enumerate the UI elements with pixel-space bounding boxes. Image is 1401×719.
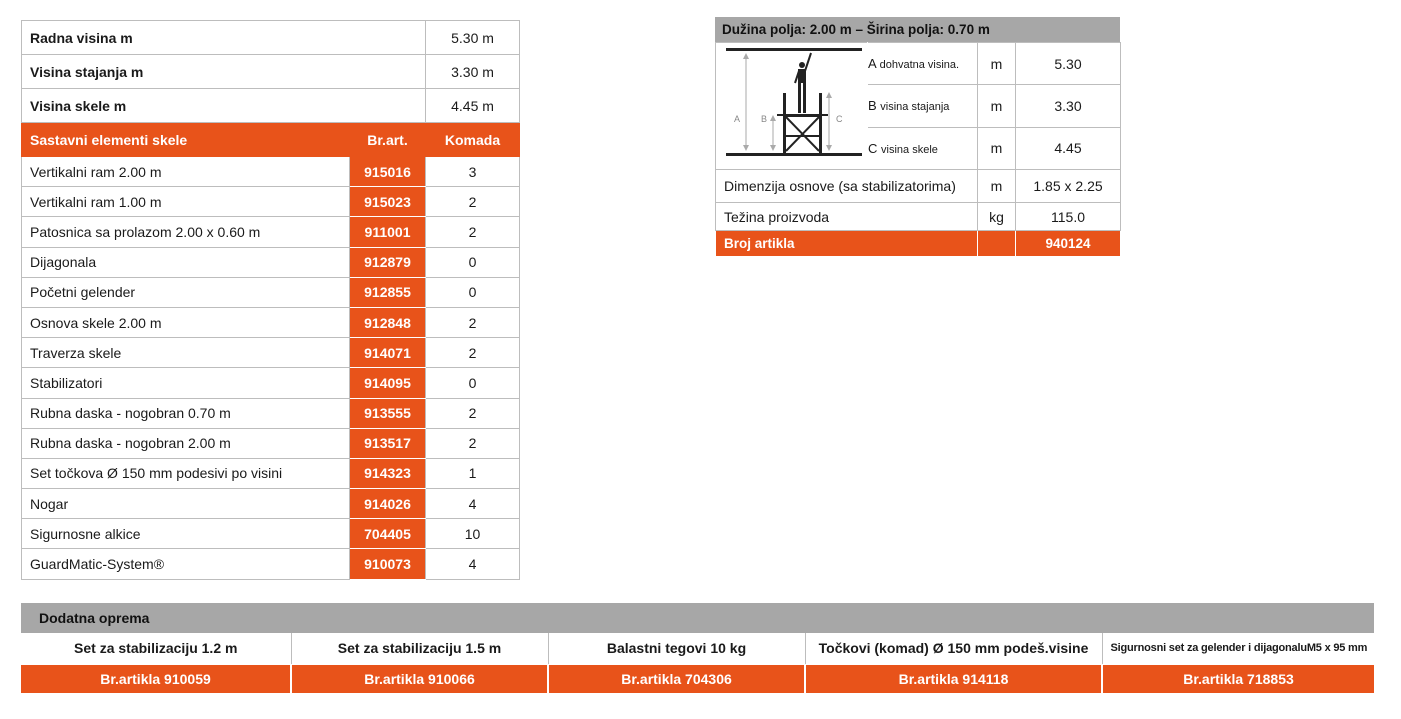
base-unit: m	[978, 170, 1016, 203]
component-row	[22, 307, 520, 337]
dim-unit: m	[978, 85, 1016, 127]
accessory-code: Br.artikla 914118	[805, 664, 1102, 693]
component-qty: 2	[426, 338, 520, 368]
header-code: Br.art.	[350, 123, 426, 157]
component-row	[22, 398, 520, 428]
weight-value: 115.0	[1016, 203, 1121, 231]
component-name: Traverza skele	[22, 338, 350, 368]
component-row	[22, 157, 520, 187]
dim-row-a	[716, 43, 1121, 85]
diagram-label-a: A	[734, 114, 741, 124]
component-qty: 0	[426, 277, 520, 307]
component-code: 912855	[350, 277, 426, 307]
component-code: 913517	[350, 428, 426, 458]
accessory-name: Set za stabilizaciju 1.2 m	[21, 633, 291, 664]
spec-value: 5.30 m	[426, 21, 520, 55]
component-qty: 3	[426, 157, 520, 187]
component-code: 914026	[350, 489, 426, 519]
base-label: Dimenzija osnove (sa stabilizatorima)	[716, 170, 978, 203]
dim-value: 4.45	[1016, 127, 1121, 169]
component-code: 914071	[350, 338, 426, 368]
component-row	[22, 277, 520, 307]
component-name: Dijagonala	[22, 247, 350, 277]
diagram-label-c: C	[836, 114, 843, 124]
scaffold-diagram	[716, 43, 868, 170]
accessory-name: Set za stabilizaciju 1.5 m	[291, 633, 548, 664]
component-qty: 1	[426, 458, 520, 488]
component-row	[22, 247, 520, 277]
component-name: Set točkova Ø 150 mm podesivi po visini	[22, 458, 350, 488]
weight-label: Težina proizvoda	[716, 203, 978, 231]
component-name: Nogar	[22, 489, 350, 519]
dim-letter: C	[868, 140, 878, 156]
accessory-code: Br.artikla 718853	[1102, 664, 1374, 693]
accessory-name: Točkovi (komad) Ø 150 mm podeš.visine	[805, 633, 1102, 664]
component-qty: 10	[426, 519, 520, 549]
component-name: Vertikalni ram 2.00 m	[22, 157, 350, 187]
component-code: 915023	[350, 187, 426, 217]
accessory-codes-row	[21, 664, 1374, 693]
component-qty: 0	[426, 368, 520, 398]
spec-row-working-height	[22, 21, 520, 55]
article-row	[716, 231, 1121, 257]
component-code: 913555	[350, 398, 426, 428]
component-code: 914323	[350, 458, 426, 488]
spec-value: 3.30 m	[426, 55, 520, 89]
component-row	[22, 489, 520, 519]
article-spacer	[978, 231, 1016, 257]
component-row	[22, 549, 520, 579]
article-value: 940124	[1016, 231, 1121, 257]
header-name: Sastavni elementi skele	[22, 123, 350, 157]
diagram-label-b: B	[761, 114, 768, 124]
component-code: 910073	[350, 549, 426, 579]
component-name: Rubna daska - nogobran 0.70 m	[22, 398, 350, 428]
component-row	[22, 519, 520, 549]
component-code: 911001	[350, 217, 426, 247]
component-name: Početni gelender	[22, 277, 350, 307]
dimensions-panel	[715, 17, 1120, 257]
component-code: 914095	[350, 368, 426, 398]
dim-text: dohvatna visina.	[879, 59, 960, 72]
component-qty: 0	[426, 247, 520, 277]
component-row	[22, 338, 520, 368]
dim-unit: m	[978, 127, 1016, 169]
component-name: Patosnica sa prolazom 2.00 x 0.60 m	[22, 217, 350, 247]
component-qty: 2	[426, 187, 520, 217]
dim-text: visina skele	[881, 143, 938, 156]
dim-letter: B	[868, 98, 877, 114]
base-row	[716, 170, 1121, 203]
component-row	[22, 217, 520, 247]
component-name: Stabilizatori	[22, 368, 350, 398]
component-qty: 4	[426, 489, 520, 519]
components-header	[22, 123, 520, 157]
component-name: GuardMatic-System®	[22, 549, 350, 579]
component-qty: 2	[426, 217, 520, 247]
dim-value: 3.30	[1016, 85, 1121, 127]
component-qty: 2	[426, 428, 520, 458]
spec-value: 4.45 m	[426, 89, 520, 123]
dim-label	[868, 43, 978, 85]
accessories-title: Dodatna oprema	[21, 603, 1374, 633]
dim-label	[868, 85, 978, 127]
accessory-code: Br.artikla 704306	[548, 664, 805, 693]
article-label: Broj artikla	[716, 231, 978, 257]
dimensions-table	[715, 42, 1121, 257]
dim-text: visina stajanja	[880, 101, 950, 114]
component-qty: 2	[426, 307, 520, 337]
accessories-panel	[21, 603, 1374, 693]
dim-value: 5.30	[1016, 43, 1121, 85]
component-code: 704405	[350, 519, 426, 549]
dim-label	[868, 127, 978, 169]
spec-row-scaffold-height	[22, 89, 520, 123]
components-rows	[22, 157, 520, 580]
spec-label: Visina stajanja m	[22, 55, 426, 89]
weight-row	[716, 203, 1121, 231]
component-name: Osnova skele 2.00 m	[22, 307, 350, 337]
component-row	[22, 428, 520, 458]
component-row	[22, 368, 520, 398]
dimensions-title: Dužina polja: 2.00 m – Širina polja: 0.70 m	[715, 17, 1120, 42]
scaffold-diagram-icon	[716, 43, 868, 166]
spec-row-standing-height	[22, 55, 520, 89]
component-name: Rubna daska - nogobran 2.00 m	[22, 428, 350, 458]
components-table	[21, 20, 520, 580]
header-qty: Komada	[426, 123, 520, 157]
component-code: 915016	[350, 157, 426, 187]
component-code: 912879	[350, 247, 426, 277]
component-code: 912848	[350, 307, 426, 337]
accessory-code: Br.artikla 910066	[291, 664, 548, 693]
weight-unit: kg	[978, 203, 1016, 231]
component-row	[22, 458, 520, 488]
base-value: 1.85 x 2.25	[1016, 170, 1121, 203]
accessory-name: Balastni tegovi 10 kg	[548, 633, 805, 664]
spec-label: Visina skele m	[22, 89, 426, 123]
dim-letter: A	[868, 56, 876, 72]
component-name: Sigurnosne alkice	[22, 519, 350, 549]
accessory-name: Sigurnosni set za gelender i dijagonaluM5 x 95 mm	[1102, 633, 1374, 664]
spec-label: Radna visina m	[22, 21, 426, 55]
accessories-table	[21, 633, 1374, 693]
component-qty: 4	[426, 549, 520, 579]
component-qty: 2	[426, 398, 520, 428]
component-row	[22, 187, 520, 217]
component-name: Vertikalni ram 1.00 m	[22, 187, 350, 217]
accessory-code: Br.artikla 910059	[21, 664, 291, 693]
dim-unit: m	[978, 43, 1016, 85]
accessory-names-row	[21, 633, 1374, 664]
